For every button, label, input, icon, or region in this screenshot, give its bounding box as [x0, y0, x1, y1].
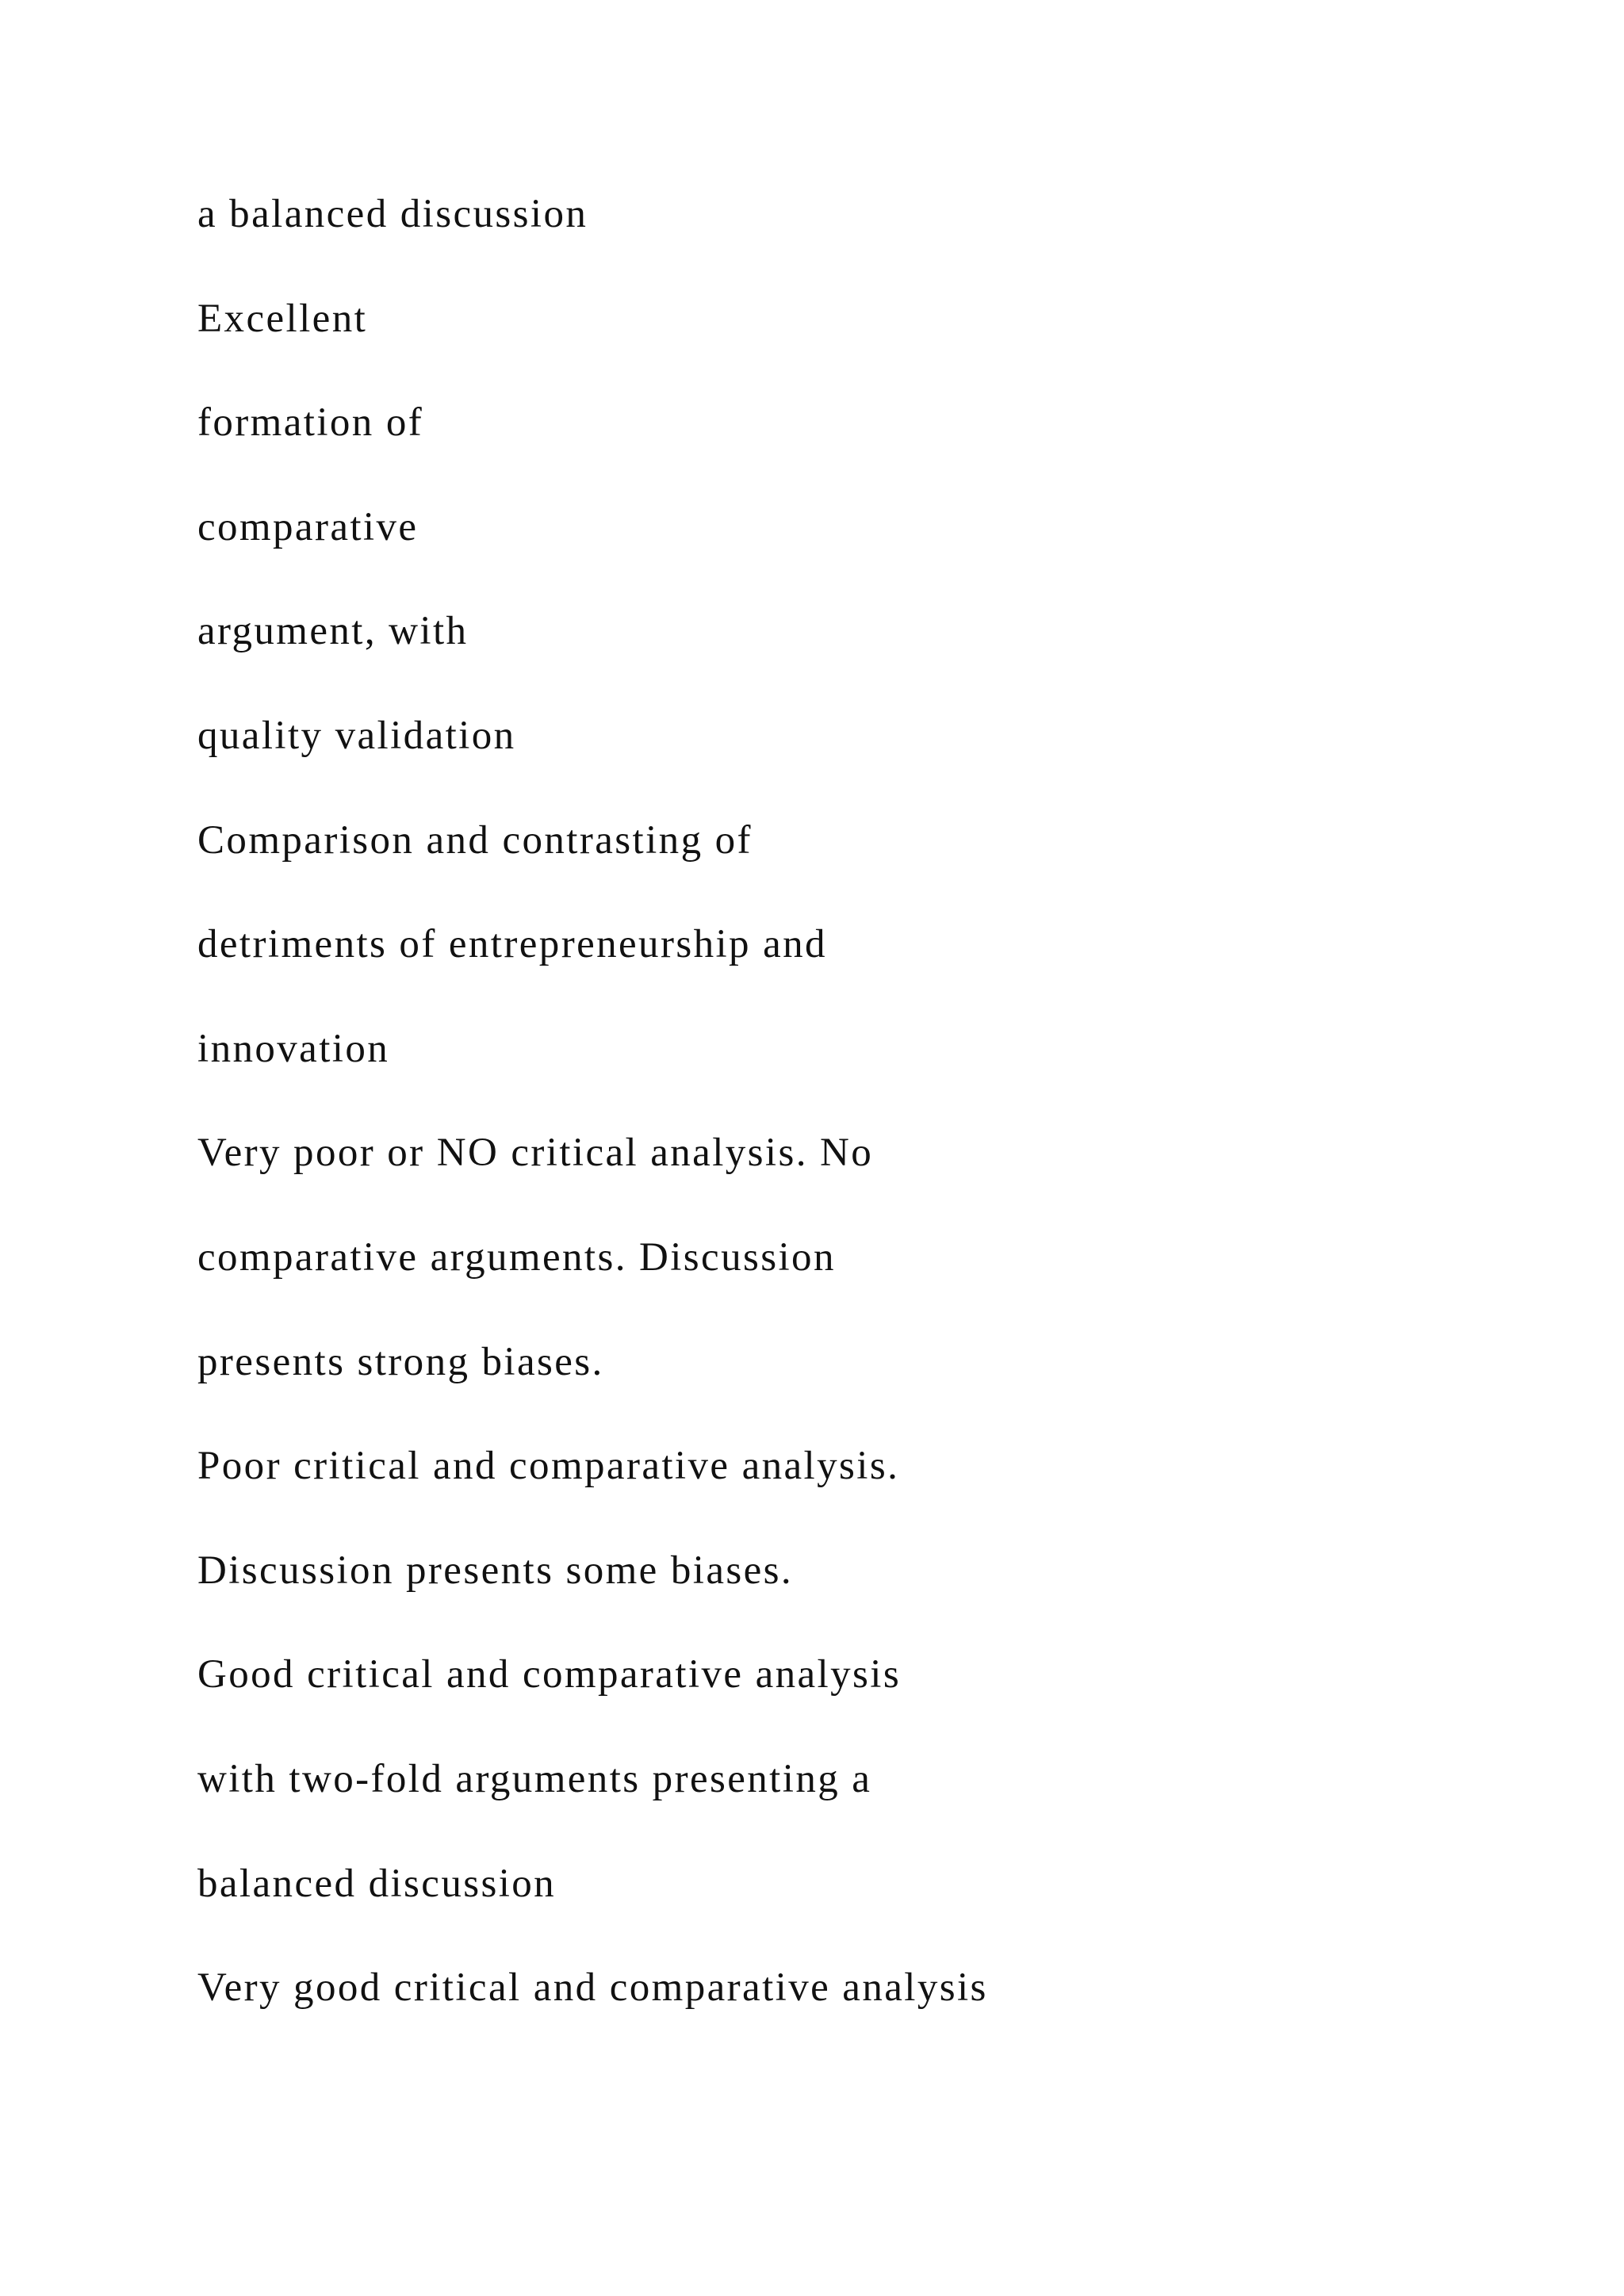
text-line: with two-fold arguments presenting a — [197, 1756, 872, 1801]
body-text — [197, 190, 1585, 2068]
text-line: balanced discussion — [197, 1861, 557, 1906]
text-line: Very good critical and comparative analysis — [197, 1965, 988, 2011]
text-line: Good critical and comparative analysis — [197, 1652, 902, 1697]
text-line: quality validation — [197, 713, 516, 758]
text-line: formation of — [197, 400, 424, 446]
text-line: comparative arguments. Discussion — [197, 1234, 836, 1280]
text-line: Discussion presents some biases. — [197, 1548, 794, 1593]
text-line: presents strong biases. — [197, 1339, 604, 1384]
text-line: Comparison and contrasting of — [197, 817, 753, 863]
text-line: Poor critical and comparative analysis. — [197, 1444, 900, 1489]
text-line: argument, with — [197, 609, 469, 654]
text-line: detriments of entrepreneurship and — [197, 922, 827, 967]
text-line: comparative — [197, 504, 419, 549]
text-line: Excellent — [197, 296, 368, 341]
text-line: Very poor or NO critical analysis. No — [197, 1131, 874, 1176]
text-line: innovation — [197, 1026, 390, 1071]
text-line: a balanced discussion — [197, 192, 588, 236]
